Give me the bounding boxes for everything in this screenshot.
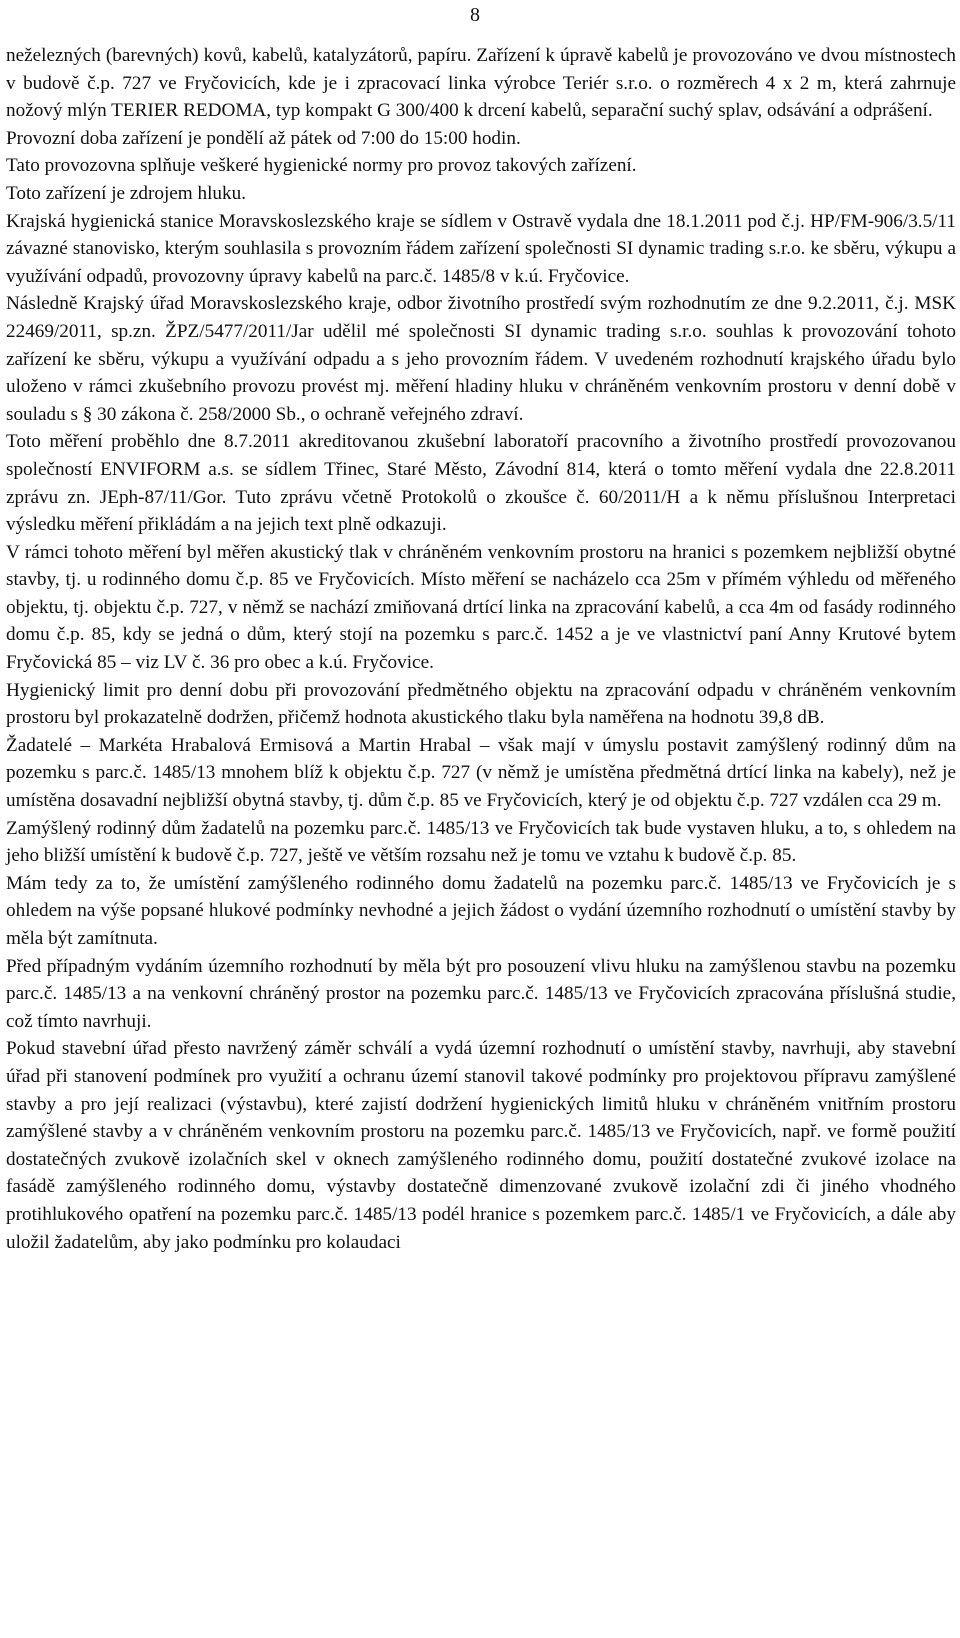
paragraph-hygiene-station-opinion: Krajská hygienická stanice Moravskoslezského kraje se sídlem v Ostravě vydala dne 18.1.2011 pod č.j. HP/FM-906/3.5/11 závazné stanovisko, kterým souhlasila s provozním řádem zařízení společnosti SI dynamic trading s.r.o. ke sběru, výkupu a využívání odpadů, provozovny úpravy kabelů na parc.č. 1485/8 v k.ú. Fryčovice. xyxy=(6,210,956,287)
paragraph-hygiene-limit: Hygienický limit pro denní dobu při provozování předmětného objektu na zpracování odpadu v chráněném venkovním prostoru byl prokazatelně dodržen, přičemž hodnota akustického tlaku byla naměřena na hodnotu 39,8 dB. xyxy=(6,679,956,729)
paragraph-noise-exposure: Zamýšlený rodinný dům žadatelů na pozemku parc.č. 1485/13 ve Fryčovicích tak bude vystaven hluku, a to, s ohledem na jeho bližší umístění k budově č.p. 727, ještě ve větším rozsahu než je tomu ve vztahu k budově č.p. 85. xyxy=(6,817,956,867)
paragraph-applicants-intent: Žadatelé – Markéta Hrabalová Ermisová a Martin Hrabal – však mají v úmyslu postavit zamýšlený rodinný dům na pozemku s parc.č. 1485/13 mnohem blíž k objektu č.p. 727 (v němž je umístěna předmětná drtící linka na kabely), než je umístěna dosavadní nejbližší obytná stavby, tj. dům č.p. 85 ve Fryčovicích, který je od objektu č.p. 727 vzdálen cca 29 m. xyxy=(6,734,956,812)
paragraph-noise-source: Toto zařízení je zdrojem hluku. xyxy=(6,182,247,204)
paragraph-measurement-report: Toto měření proběhlo dne 8.7.2011 akreditovanou zkušební laboratoří pracovního a životního prostředí provozovanou společností ENVIFORM a.s. se sídlem Třinec, Staré Město, Závodní 814, která o tomto měření vydala dne 22.8.2011 zprávu zn. JEph-87/11/Gor. Tuto zprávu včetně Protokolů o zkoušce č. 60/2011/H a k němu příslušnou Interpretaci výsledku měření přikládám a na jejich text plně odkazuji. xyxy=(6,431,956,536)
paragraph-request-rejection: Mám tedy za to, že umístění zamýšleného rodinného domu žadatelů na pozemku parc.č. 1485/13 ve Fryčovicích je s ohledem na výše popsané hlukové podmínky nevhodné a jejich žádost o vydání územního rozhodnutí o umístění stavby by měla být zamítnuta. xyxy=(6,872,956,949)
paragraph-study-proposal: Před případným vydáním územního rozhodnutí by měla být pro posouzení vlivu hluku na zamýšlenou stavbu na pozemku parc.č. 1485/13 a na venkovní chráněný prostor na pozemku parc.č. 1485/13 ve Fryčovicích zpracována příslušná studie, což tímto navrhuji. xyxy=(6,955,956,1032)
paragraph-facility-description: neželezných (barevných) kovů, kabelů, katalyzátorů, papíru. Zařízení k úpravě kabelů je provozováno ve dvou místnostech v budově č.p. 727 ve Fryčovicích, kde je i zpracovací linka výrobce Teriér s.r.o. o rozměrech 4 x 2 m, která zahrnuje nožový mlýn TERIER REDOMA, typ kompakt G 300/400 k drcení kabelů, separační suchý splav, odsávání a odprášení. xyxy=(6,45,956,122)
paragraph-regional-office-decision: Následně Krajský úřad Moravskoslezského kraje, odbor životního prostředí svým rozhodnutím ze dne 9.2.2011, č.j. MSK 22469/2011, sp.zn. ŽPZ/5477/2011/Jar udělil mé společnosti SI dynamic trading s.r.o. souhlas k provozování tohoto zařízení ke sběru, výkupu a využívání odpadu a s jeho provozním řádem. V uvedeném rozhodnutí krajského úřadu bylo uloženo v rámci zkušebního provozu provést mj. měření hladiny hluku v chráněném venkovním prostoru v denní době v souladu s § 30 zákona č. 258/2000 Sb., o ochraně veřejného zdraví. xyxy=(6,293,956,425)
document-body xyxy=(6,42,956,1256)
paragraph-measurement-location: V rámci tohoto měření byl měřen akustický tlak v chráněném venkovním prostoru na hranici s pozemkem nejbližší obytné stavby, tj. u rodinného domu č.p. 85 ve Fryčovicích. Místo měření se nacházelo cca 25m v přímém výhledu od měřeného objektu, tj. objektu č.p. 727, v němž se nachází zmiňovaná drtící linka na zpracování kabelů, a cca 4m od fasády rodinného domu č.p. 85, kdy se jedná o dům, který stojí na pozemku s parc.č. 1452 a je ve vlastnictví paní Anny Krutové bytem Fryčovická 85 – viz LV č. 36 pro obec a k.ú. Fryčovice. xyxy=(6,541,956,674)
paragraph-operating-hours: Provozní doba zařízení je pondělí až pátek od 7:00 do 15:00 hodin. xyxy=(6,127,521,149)
paragraph-conditions-proposal: Pokud stavební úřad přesto navržený záměr schválí a vydá územní rozhodnutí o umístění stavby, navrhuji, aby stavební úřad při stanovení podmínek pro využití a ochranu území stanovil takové podmínky pro projektovou přípravu zamýšlené stavby a pro její realizaci (výstavbu), které zajistí dodržení hygienických limitů hluku v chráněném vnitřním prostoru zamýšlené stavby a v chráněném venkovním prostoru na pozemku parc.č. 1485/13 ve Fryčovicích, např. ve formě použití dostatečných zvukově izolačních skel v oknech zamýšleného rodinného domu, použití dostatečné zvukové izolace na fasádě zamýšleného rodinného domu, výstavby dostatečně dimenzované zvukově izolační zdi či jiného vhodného protihlukového opatření na pozemku parc.č. 1485/13 podél hranice s pozemkem parc.č. 1485/1 ve Fryčovicích, a dále aby uložil žadatelům, aby jako podmínku pro kolaudaci xyxy=(6,1038,956,1253)
paragraph-hygiene-norms: Tato provozovna splňuje veškeré hygienické normy pro provoz takových zařízení. xyxy=(6,155,637,177)
page-number: 8 xyxy=(470,4,480,26)
